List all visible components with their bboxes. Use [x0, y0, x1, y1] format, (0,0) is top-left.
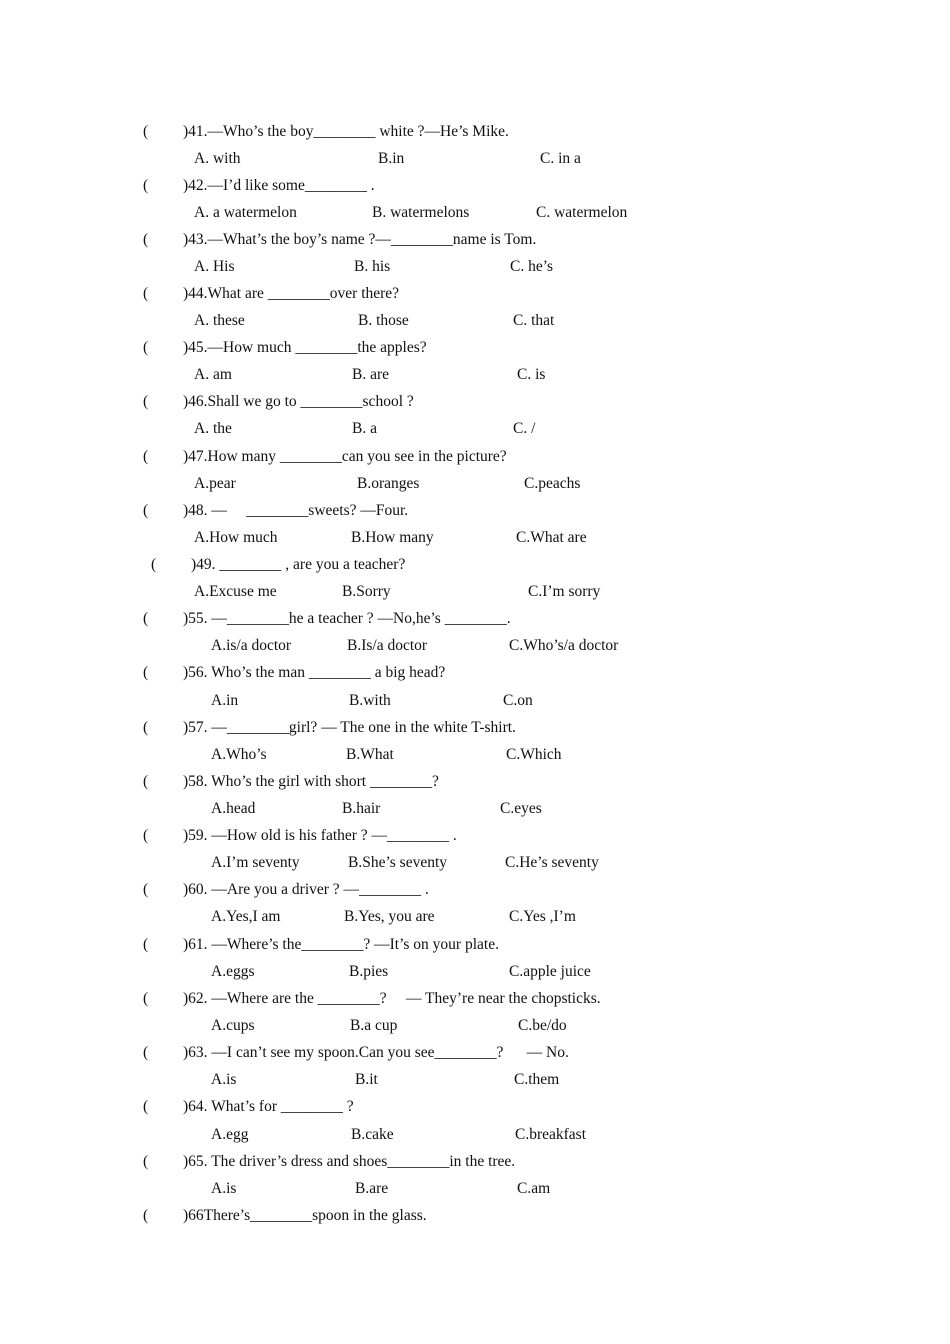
answer-blank[interactable]: ( [143, 1098, 149, 1115]
question-stem: )56. Who’s the man ________ a big head? [183, 664, 446, 681]
option-b: B.pies [349, 963, 389, 980]
answer-blank[interactable]: ( [143, 285, 149, 302]
options-44 [0, 307, 950, 334]
option-a: A.Yes,I am [211, 908, 281, 925]
option-c: C.apple juice [509, 963, 591, 980]
answer-blank[interactable]: ( [143, 1044, 149, 1061]
question-stem: )57. —________girl? — The one in the white T-shirt. [183, 719, 516, 736]
question-stem: )58. Who’s the girl with short ________? [183, 773, 439, 790]
question-60 [0, 876, 950, 903]
question-63 [0, 1039, 950, 1066]
option-b: B.What [346, 746, 394, 763]
options-58 [0, 795, 950, 822]
option-a: A. the [194, 420, 232, 437]
question-62 [0, 985, 950, 1012]
option-a: A.is [211, 1180, 237, 1197]
answer-blank[interactable]: ( [143, 339, 149, 356]
option-c: C. he’s [510, 258, 554, 275]
question-stem: )45.—How much ________the apples? [183, 339, 427, 356]
option-b: B.with [349, 692, 391, 709]
option-a: A.Who’s [211, 746, 267, 763]
option-c: C.Who’s/a doctor [509, 637, 619, 654]
option-b: B.in [378, 150, 405, 167]
question-43 [0, 226, 950, 253]
options-47 [0, 470, 950, 497]
option-b: B. watermelons [372, 204, 470, 221]
answer-blank[interactable]: ( [143, 827, 149, 844]
question-stem: )60. —Are you a driver ? —________ . [183, 881, 429, 898]
answer-blank[interactable]: ( [143, 1207, 149, 1224]
options-60 [0, 903, 950, 930]
option-a: A. with [194, 150, 241, 167]
question-stem: )55. —________he a teacher ? —No,he’s ________. [183, 610, 511, 627]
option-c: C.I’m sorry [528, 583, 601, 600]
options-61 [0, 958, 950, 985]
answer-blank[interactable]: ( [143, 881, 149, 898]
option-a: A. am [194, 366, 232, 383]
question-47 [0, 443, 950, 470]
option-a: A.How much [194, 529, 278, 546]
option-c: C.breakfast [515, 1126, 587, 1143]
options-41 [0, 145, 950, 172]
question-stem: )49. ________ , are you a teacher? [191, 556, 406, 573]
option-b: B. his [354, 258, 391, 275]
option-c: C.eyes [500, 800, 542, 817]
answer-blank[interactable]: ( [143, 448, 149, 465]
option-a: A.is [211, 1071, 237, 1088]
option-c: C. that [513, 312, 555, 329]
answer-blank[interactable]: ( [143, 231, 149, 248]
question-56 [0, 659, 950, 686]
question-stem: )62. —Where are the ________? — They’re near the chopsticks. [183, 990, 601, 1007]
answer-blank[interactable]: ( [143, 936, 149, 953]
answer-blank[interactable]: ( [143, 610, 149, 627]
option-c: C.on [503, 692, 533, 709]
answer-blank[interactable]: ( [143, 502, 149, 519]
question-55 [0, 605, 950, 632]
question-stem: )66There’s________spoon in the glass. [183, 1207, 427, 1224]
option-b: B.Yes, you are [344, 908, 435, 925]
option-a: A.head [211, 800, 256, 817]
options-62 [0, 1012, 950, 1039]
options-42 [0, 199, 950, 226]
option-c: C.be/do [518, 1017, 567, 1034]
options-46 [0, 415, 950, 442]
option-a: A.cups [211, 1017, 255, 1034]
question-stem: )63. —I can’t see my spoon.Can you see________? — No. [183, 1044, 569, 1061]
answer-blank[interactable]: ( [143, 773, 149, 790]
option-c: C. watermelon [536, 204, 628, 221]
option-a: A.in [211, 692, 239, 709]
option-b: B. are [352, 366, 390, 383]
question-stem: )46.Shall we go to ________school ? [183, 393, 414, 410]
options-56 [0, 687, 950, 714]
option-c: C.He’s seventy [505, 854, 599, 871]
option-b: B.She’s seventy [348, 854, 448, 871]
options-43 [0, 253, 950, 280]
option-a: A. His [194, 258, 235, 275]
option-a: A.pear [194, 475, 236, 492]
question-stem: )48. — ________sweets? —Four. [183, 502, 409, 519]
option-a: A.is/a doctor [211, 637, 292, 654]
answer-blank[interactable]: ( [143, 1153, 149, 1170]
option-a: A.eggs [211, 963, 255, 980]
option-b: B. a [352, 420, 377, 437]
option-c: C.Yes ,I’m [509, 908, 576, 925]
question-58 [0, 768, 950, 795]
options-55 [0, 632, 950, 659]
option-a: A.egg [211, 1126, 249, 1143]
option-a: A. these [194, 312, 245, 329]
options-48 [0, 524, 950, 551]
option-b: B.hair [342, 800, 381, 817]
question-stem: )44.What are ________over there? [183, 285, 400, 302]
question-46 [0, 388, 950, 415]
options-57 [0, 741, 950, 768]
question-stem: )41.—Who’s the boy________ white ?—He’s Mike. [183, 123, 509, 140]
option-b: B.a cup [350, 1017, 398, 1034]
answer-blank[interactable]: ( [143, 123, 149, 140]
option-c: C.am [517, 1180, 551, 1197]
answer-blank[interactable]: ( [143, 177, 149, 194]
question-stem: )42.—I’d like some________ . [183, 177, 375, 194]
option-a: A. a watermelon [194, 204, 297, 221]
answer-blank[interactable]: ( [151, 556, 157, 573]
answer-blank[interactable]: ( [143, 664, 149, 681]
option-c: C.peachs [524, 475, 581, 492]
question-44 [0, 280, 950, 307]
question-49 [0, 551, 950, 578]
question-stem: )43.—What’s the boy’s name ?—________name is Tom. [183, 231, 537, 248]
options-45 [0, 361, 950, 388]
question-41 [0, 118, 950, 145]
options-49 [0, 578, 950, 605]
question-57 [0, 714, 950, 741]
question-stem: )64. What’s for ________ ? [183, 1098, 354, 1115]
question-48 [0, 497, 950, 524]
question-66 [0, 1202, 950, 1229]
option-c: C. / [513, 420, 536, 437]
option-c: C.them [514, 1071, 560, 1088]
option-c: C.What are [516, 529, 587, 546]
options-64 [0, 1121, 950, 1148]
option-c: C.Which [506, 746, 562, 763]
question-64 [0, 1093, 950, 1120]
question-stem: )61. —Where’s the________? —It’s on your plate. [183, 936, 499, 953]
option-b: B.Is/a doctor [347, 637, 428, 654]
option-a: A.Excuse me [194, 583, 277, 600]
question-45 [0, 334, 950, 361]
answer-blank[interactable]: ( [143, 719, 149, 736]
options-65 [0, 1175, 950, 1202]
answer-blank[interactable]: ( [143, 990, 149, 1007]
option-a: A.I’m seventy [211, 854, 300, 871]
question-61 [0, 931, 950, 958]
question-stem: )65. The driver’s dress and shoes________in the tree. [183, 1153, 516, 1170]
answer-blank[interactable]: ( [143, 393, 149, 410]
option-b: B.oranges [357, 475, 420, 492]
option-b: B.How many [351, 529, 434, 546]
question-59 [0, 822, 950, 849]
option-b: B.are [355, 1180, 389, 1197]
question-stem: )59. —How old is his father ? —________ . [183, 827, 457, 844]
question-65 [0, 1148, 950, 1175]
option-b: B.cake [351, 1126, 394, 1143]
options-59 [0, 849, 950, 876]
option-c: C. is [517, 366, 546, 383]
question-stem: )47.How many ________can you see in the picture? [183, 448, 507, 465]
option-b: B.it [355, 1071, 378, 1088]
options-63 [0, 1066, 950, 1093]
question-42 [0, 172, 950, 199]
option-b: B.Sorry [342, 583, 391, 600]
option-c: C. in a [540, 150, 581, 167]
option-b: B. those [358, 312, 409, 329]
